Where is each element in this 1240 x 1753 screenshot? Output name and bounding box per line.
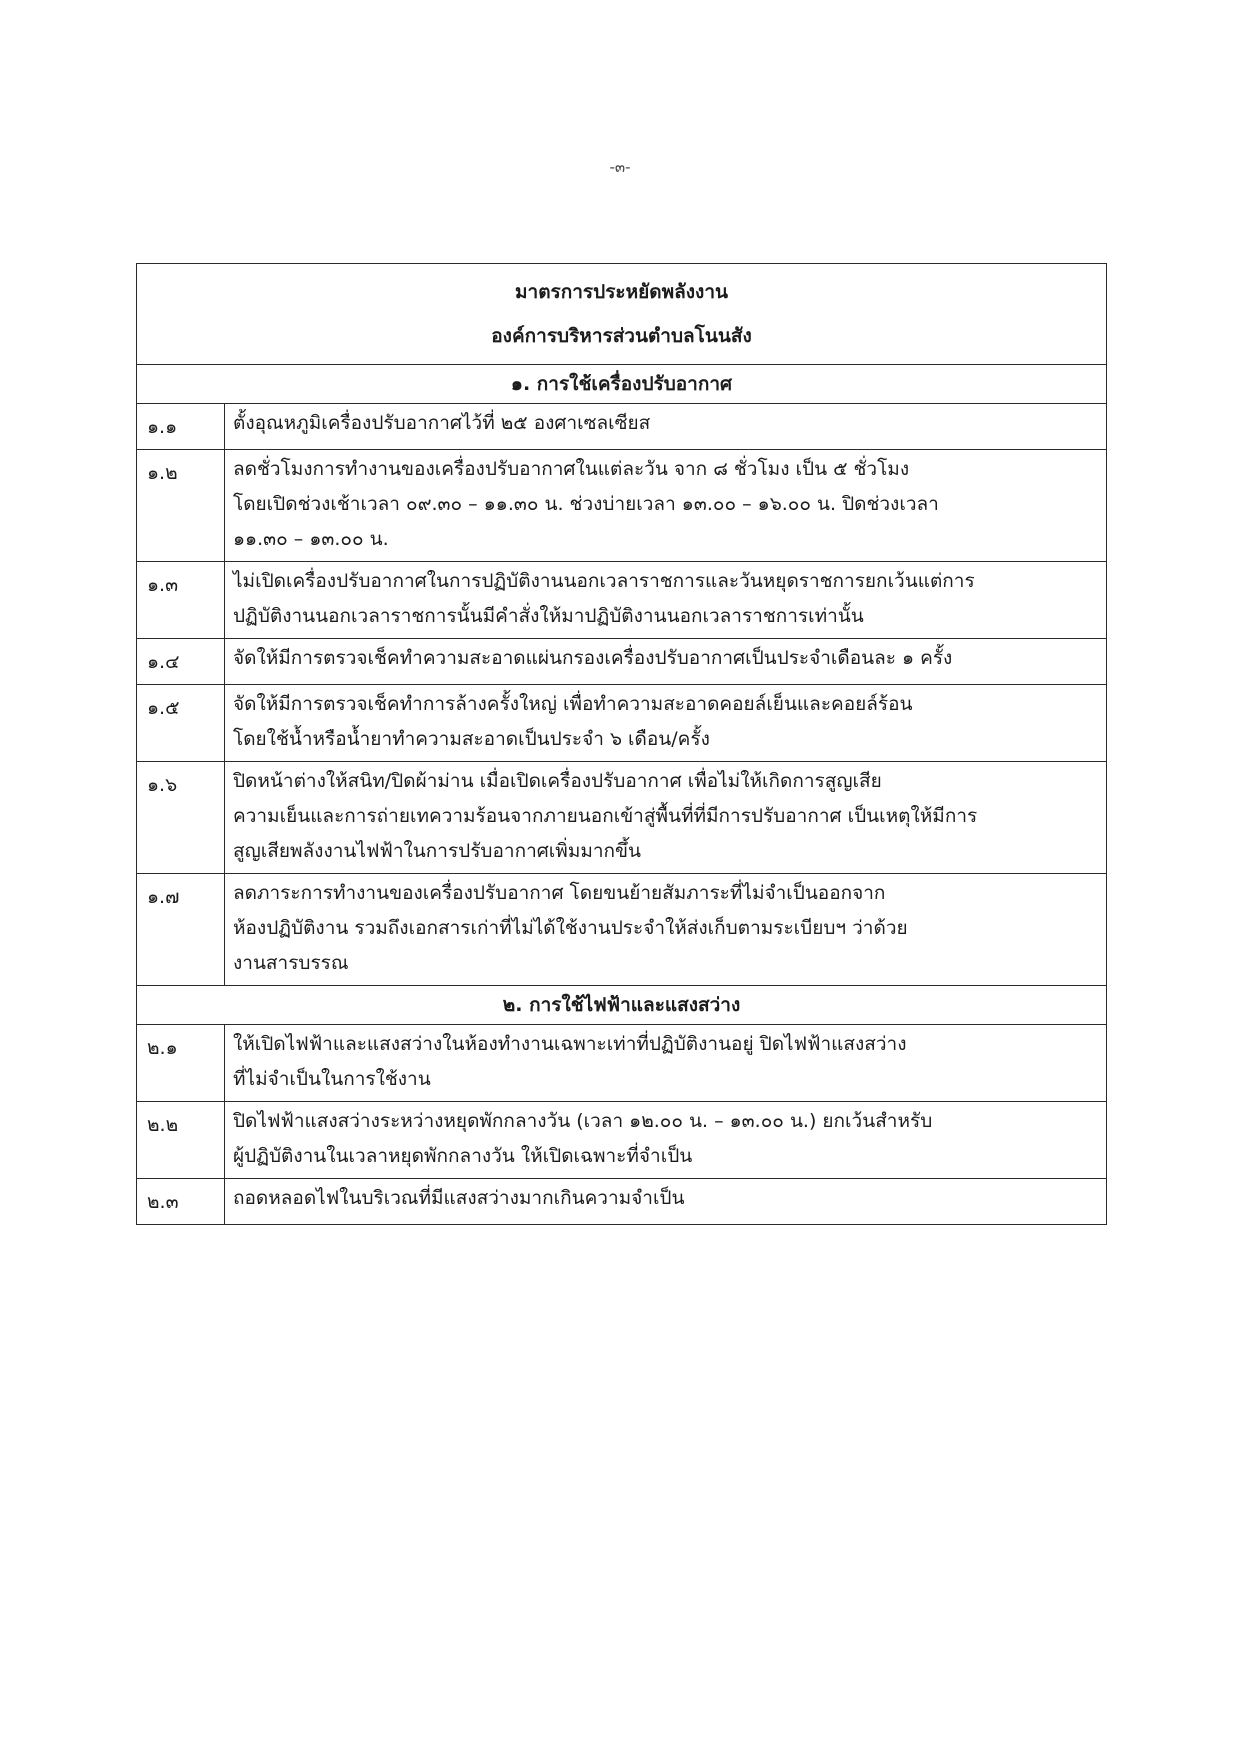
- item-text-line: ให้เปิดไฟฟ้าและแสงสว่างในห้องทำงานเฉพาะเท่าที่ปฏิบัติงานอยู่ ปิดไฟฟ้าแสงสว่าง: [233, 1033, 907, 1055]
- item-text-line: งานสารบรรณ: [233, 952, 349, 974]
- item-text-line: ลดภาระการทำงานของเครื่องปรับอากาศ โดยขนย้ายสัมภาระที่ไม่จำเป็นออกจาก: [233, 882, 886, 904]
- page-number: -๓-: [609, 158, 631, 176]
- item-text-line: ผู้ปฏิบัติงานในเวลาหยุดพักกลางวัน ให้เปิดเฉพาะที่จำเป็น: [233, 1145, 693, 1167]
- section-heading-row: [137, 365, 1107, 404]
- item-text: [225, 639, 1107, 685]
- item-text-line: ปฏิบัติงานนอกเวลาราชการนั้นมีคำสั่งให้มาปฏิบัติงานนอกเวลาราชการเท่านั้น: [233, 605, 864, 627]
- table-row: [137, 562, 1107, 639]
- table-title-row: [137, 264, 1107, 365]
- item-text-line: ๑๑.๓๐ – ๑๓.๐๐ น.: [233, 528, 389, 550]
- item-number: ๒.๓: [137, 1179, 225, 1225]
- table-row: [137, 1102, 1107, 1179]
- item-number: ๑.๑: [137, 404, 225, 450]
- table-title-cell: [137, 264, 1107, 365]
- table-row: [137, 874, 1107, 986]
- organization-name: องค์การบริหารส่วนตำบลโนนสัง: [491, 325, 752, 347]
- section-heading: ๑. การใช้เครื่องปรับอากาศ: [137, 365, 1107, 404]
- table-row: [137, 639, 1107, 685]
- item-text: [225, 562, 1107, 639]
- item-number: ๑.๗: [137, 874, 225, 986]
- item-text-line: ถอดหลอดไฟในบริเวณที่มีแสงสว่างมากเกินความจำเป็น: [233, 1187, 685, 1209]
- item-text-line: ลดชั่วโมงการทำงานของเครื่องปรับอากาศในแต่ละวัน จาก ๘ ชั่วโมง เป็น ๕ ชั่วโมง: [233, 458, 910, 480]
- item-number: ๒.๑: [137, 1025, 225, 1102]
- item-text: [225, 762, 1107, 874]
- item-number: ๑.๕: [137, 685, 225, 762]
- item-text: [225, 1025, 1107, 1102]
- item-number: ๒.๒: [137, 1102, 225, 1179]
- item-text-line: ไม่เปิดเครื่องปรับอากาศในการปฏิบัติงานนอกเวลาราชการและวันหยุดราชการยกเว้นแต่การ: [233, 570, 975, 592]
- item-text-line: ตั้งอุณหภูมิเครื่องปรับอากาศไว้ที่ ๒๕ องศาเซลเซียส: [233, 412, 651, 434]
- item-text-line: ที่ไม่จำเป็นในการใช้งาน: [233, 1068, 431, 1090]
- item-text: [225, 404, 1107, 450]
- item-text: [225, 685, 1107, 762]
- table-row: [137, 685, 1107, 762]
- table-row: [137, 450, 1107, 562]
- item-text-line: ห้องปฏิบัติงาน รวมถึงเอกสารเก่าที่ไม่ได้ใช้งานประจำให้ส่งเก็บตามระเบียบฯ ว่าด้วย: [233, 917, 908, 939]
- item-number: ๑.๓: [137, 562, 225, 639]
- item-text-line: โดยใช้น้ำหรือน้ำยาทำความสะอาดเป็นประจำ ๖ เดือน/ครั้ง: [233, 728, 710, 750]
- table-row: [137, 404, 1107, 450]
- document-title: มาตรการประหยัดพลังงาน: [515, 281, 728, 303]
- section-heading-row: [137, 986, 1107, 1025]
- item-text: [225, 450, 1107, 562]
- item-number: ๑.๔: [137, 639, 225, 685]
- item-text: [225, 1179, 1107, 1225]
- item-text-line: ปิดไฟฟ้าแสงสว่างระหว่างหยุดพักกลางวัน (เวลา ๑๒.๐๐ น. – ๑๓.๐๐ น.) ยกเว้นสำหรับ: [233, 1110, 933, 1132]
- item-text: [225, 1102, 1107, 1179]
- table-row: [137, 762, 1107, 874]
- item-text-line: ปิดหน้าต่างให้สนิท/ปิดผ้าม่าน เมื่อเปิดเครื่องปรับอากาศ เพื่อไม่ให้เกิดการสูญเสีย: [233, 770, 882, 792]
- item-text-line: จัดให้มีการตรวจเช็คทำการล้างครั้งใหญ่ เพื่อทำความสะอาดคอยล์เย็นและคอยล์ร้อน: [233, 693, 913, 715]
- table-row: [137, 1025, 1107, 1102]
- item-text-line: ความเย็นและการถ่ายเทความร้อนจากภายนอกเข้าสู่พื้นที่ที่มีการปรับอากาศ เป็นเหตุให้มีการ: [233, 805, 978, 827]
- item-text-line: สูญเสียพลังงานไฟฟ้าในการปรับอากาศเพิ่มมากขึ้น: [233, 840, 642, 862]
- item-number: ๑.๒: [137, 450, 225, 562]
- item-text: [225, 874, 1107, 986]
- item-number: ๑.๖: [137, 762, 225, 874]
- item-text-line: โดยเปิดช่วงเช้าเวลา ๐๙.๓๐ – ๑๑.๓๐ น. ช่วงบ่ายเวลา ๑๓.๐๐ – ๑๖.๐๐ น. ปิดช่วงเวลา: [233, 493, 939, 515]
- section-heading: ๒. การใช้ไฟฟ้าและแสงสว่าง: [137, 986, 1107, 1025]
- energy-measures-table: [136, 263, 1107, 1225]
- table-row: [137, 1179, 1107, 1225]
- item-text-line: จัดให้มีการตรวจเช็คทำความสะอาดแผ่นกรองเครื่องปรับอากาศเป็นประจำเดือนละ ๑ ครั้ง: [233, 647, 953, 669]
